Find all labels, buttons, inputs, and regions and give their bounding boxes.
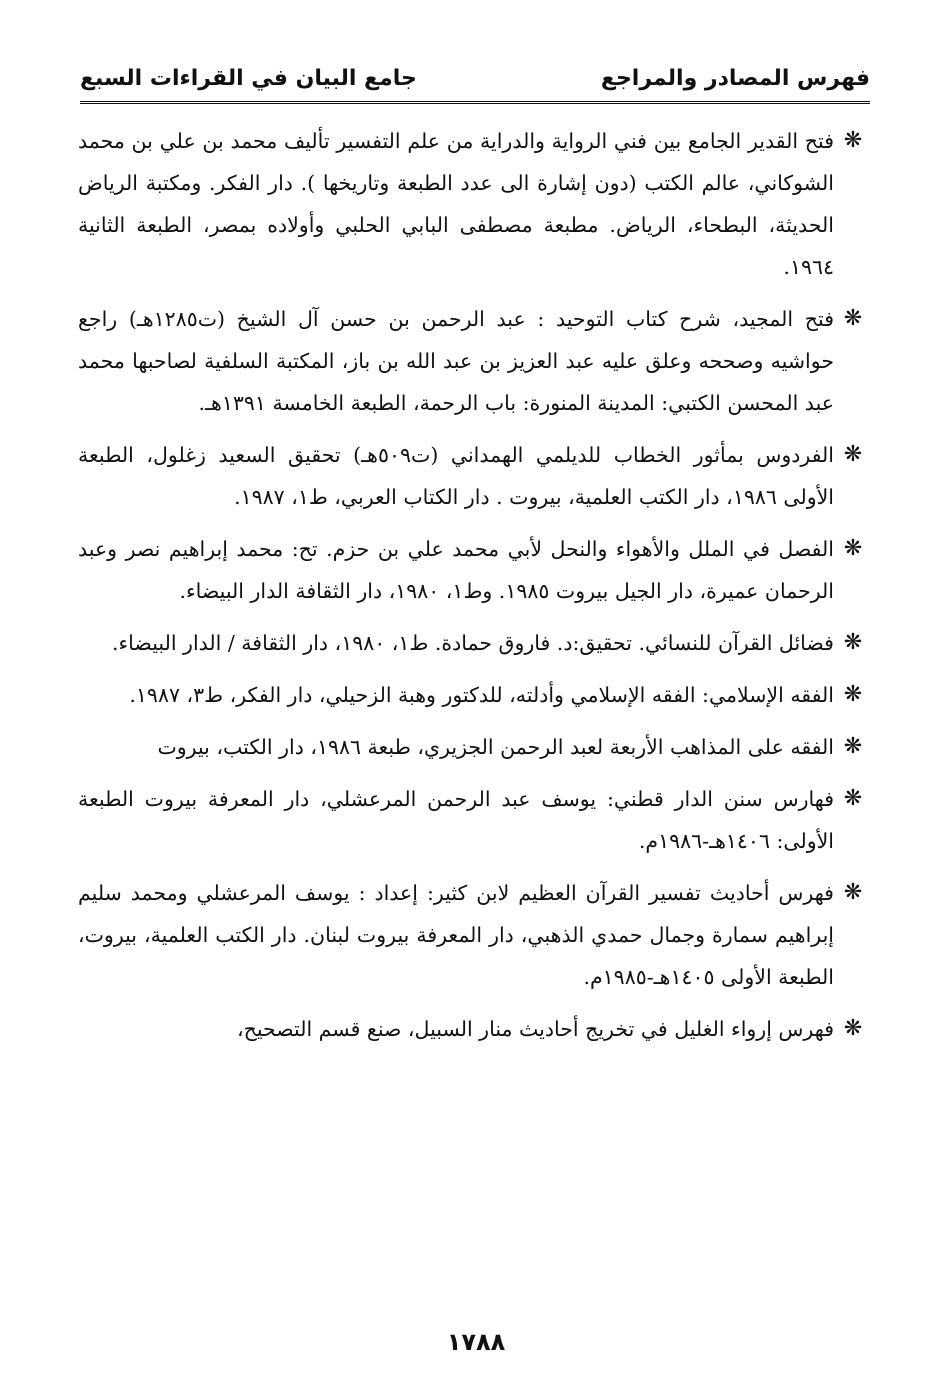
running-header [80,58,870,98]
bibliography-entry [78,434,872,518]
page-number: ١٧٨٨ [446,1328,506,1356]
bibliography-entry [78,622,872,664]
entry-text: فضائل القرآن للنسائي. تحقيق:د. فاروق حمادة. ط١، ١٩٨٠، دار الثقافة / الدار البيضاء. [112,631,834,655]
bullet-star-icon: ❋ [843,128,863,153]
bibliography-entry [78,120,872,288]
section-title: فهرس المصادر والمراجع [600,65,870,91]
entry-text: فتح القدير الجامع بين فني الرواية والدراية من علم التفسير تأليف محمد بن علي بن محمد الشوكاني، عالم الكتب (دون إشارة الى عدد الطبعة وتاريخها ). دار الفكر. ومكتبة الرياض الحديثة، البطحاء، الرياض. مطبعة مصطفى البابي الحلبي وأولاده بمصر، الطبعة الثانية ١٩٦٤. [78,129,834,279]
entry-text: فهرس أحاديث تفسير القرآن العظيم لابن كثير: إعداد : يوسف المرعشلي ومحمد سليم إبراهيم سمارة وجمال حمدي الذهبي، دار المعرفة بيروت لبنان. دار الكتب العلمية، بيروت، الطبعة الأولى ١٤٠٥هـ-١٩٨٥م. [78,881,834,989]
bibliography-list [78,120,872,1060]
bibliography-entry [78,674,872,716]
bullet-star-icon: ❋ [843,536,863,561]
entry-text: فهرس إرواء الغليل في تخريج أحاديث منار السبيل، صنع قسم التصحيح، [236,1017,834,1041]
entry-text: فتح المجيد، شرح كتاب التوحيد : عبد الرحمن بن حسن آل الشيخ (ت١٢٨٥هـ) راجع حواشيه وصححه وعلق عليه عبد العزيز بن عبد الله بن باز، المكتبة السلفية لصاحبها محمد عبد المحسن الكتبي: المدينة المنورة: باب الرحمة، الطبعة الخامسة ١٣٩١هـ. [78,307,834,415]
bullet-star-icon: ❋ [843,630,863,655]
bullet-star-icon: ❋ [843,1016,863,1041]
entry-text: فهارس سنن الدار قطني: يوسف عبد الرحمن المرعشلي، دار المعرفة بيروت الطبعة الأولى: ١٤٠٦هـ-١٩٨٦م. [78,787,834,853]
bibliography-entry [78,1008,872,1050]
bibliography-entry [78,872,872,998]
bibliography-entry [78,778,872,862]
bullet-star-icon: ❋ [843,734,863,759]
bullet-star-icon: ❋ [843,442,863,467]
bullet-star-icon: ❋ [843,306,863,331]
bibliography-entry [78,528,872,612]
bullet-star-icon: ❋ [843,880,863,905]
book-title: جامع البيان في القراءات السبع [80,65,417,91]
bibliography-entry [78,726,872,768]
entry-text: الفردوس بمأثور الخطاب للديلمي الهمداني (ت٥٠٩هـ) تحقيق السعيد زغلول، الطبعة الأولى ١٩٨٦، دار الكتب العلمية، بيروت . دار الكتاب العربي، ط١، ١٩٨٧. [78,443,834,509]
bibliography-entry [78,298,872,424]
bullet-star-icon: ❋ [843,786,863,811]
entry-text: الفقه الإسلامي: الفقه الإسلامي وأدلته، للدكتور وهبة الزحيلي، دار الفكر، ط٣، ١٩٨٧. [129,683,834,707]
entry-text: الفقه على المذاهب الأربعة لعبد الرحمن الجزيري، طبعة ١٩٨٦، دار الكتب، بيروت [157,735,834,759]
header-divider [80,101,870,104]
bullet-star-icon: ❋ [843,682,863,707]
entry-text: الفصل في الملل والأهواء والنحل لأبي محمد علي بن حزم. تح: محمد إبراهيم نصر وعبد الرحمان عميرة، دار الجيل بيروت ١٩٨٥. وط١، ١٩٨٠، دار الثقافة الدار البيضاء. [78,537,834,603]
